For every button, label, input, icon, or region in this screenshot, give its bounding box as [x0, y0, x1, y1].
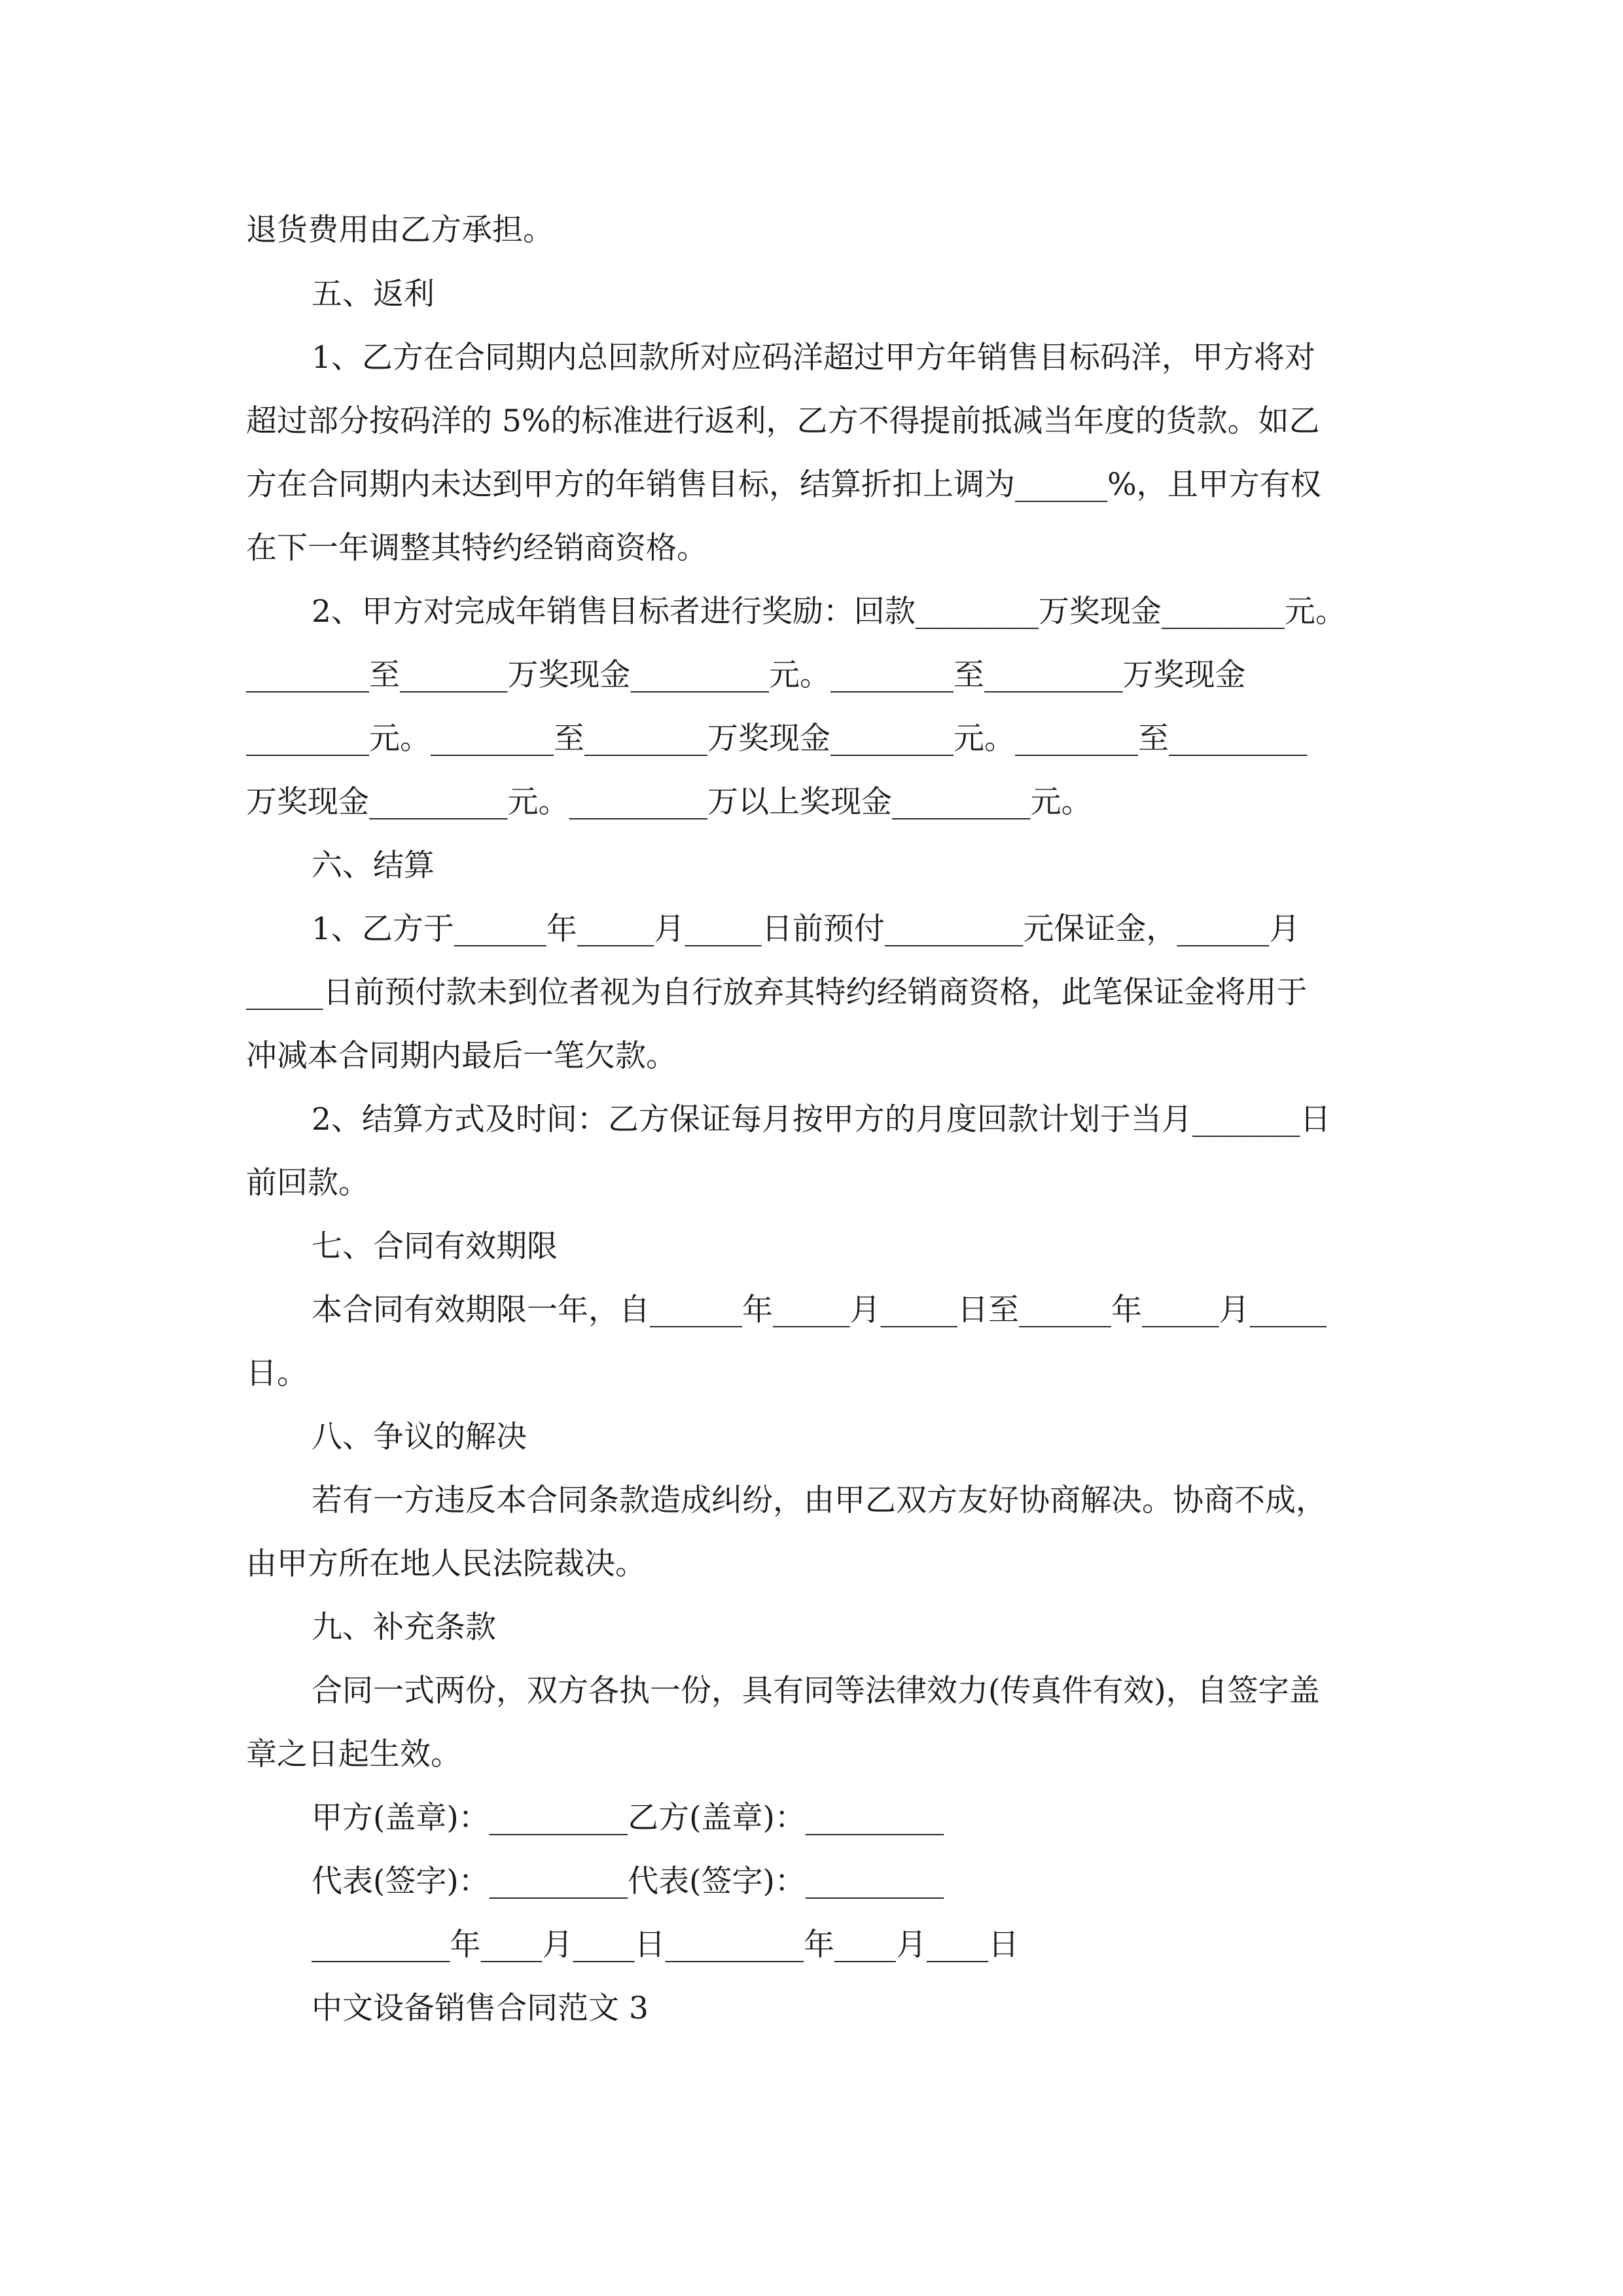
signature-date-line: _________年____月____日_________年____月____日 — [312, 1927, 1019, 1963]
section-heading-supplementary: 九、补充条款 — [312, 1609, 496, 1645]
text-line-19: 日。 — [246, 1355, 308, 1391]
text-line-7: 2、甲方对完成年销售目标者进行奖励：回款________万奖现金________元。 — [312, 594, 1346, 630]
signature-seal-line: 甲方(盖章)：_________乙方(盖章)：_________ — [312, 1800, 944, 1836]
text-line-22: 由甲方所在地人民法院裁决。 — [246, 1546, 646, 1582]
text-line-24: 合同一式两份，双方各执一份，具有同等法律效力(传真件有效)，自签字盖 — [312, 1673, 1320, 1709]
text-line-15: 2、结算方式及时间：乙方保证每月按甲方的月度回款计划于当月_______日 — [312, 1102, 1331, 1138]
text-line-16: 前回款。 — [246, 1165, 369, 1201]
text-line-10: 万奖现金_________元。_________万以上奖现金_________元。 — [246, 784, 1092, 820]
text-line-14: 冲减本合同期内最后一笔欠款。 — [246, 1038, 677, 1074]
text-line-3: 1、乙方在合同期内总回款所对应码洋超过甲方年销售目标码洋，甲方将对 — [312, 340, 1315, 376]
text-line-5: 方在合同期内未达到甲方的年销售目标，结算折扣上调为______%，且甲方有权 — [246, 467, 1321, 503]
text-line-12: 1、乙方于______年_____月_____日前预付_________元保证金，______月 — [312, 911, 1300, 947]
text-line-8: ________至_______万奖现金_________元。________至_________万奖现金 — [246, 657, 1246, 693]
section-heading-dispute: 八、争议的解决 — [312, 1419, 527, 1455]
text-line-9: ________元。________至________万奖现金________元。________至_________ — [246, 721, 1308, 757]
text-line-21: 若有一方违反本合同条款造成纠纷，由甲乙双方友好协商解决。协商不成， — [312, 1482, 1327, 1518]
next-document-title: 中文设备销售合同范文 3 — [312, 1990, 649, 2026]
text-line-25: 章之日起生效。 — [246, 1736, 461, 1772]
section-heading-settlement: 六、结算 — [312, 848, 435, 884]
signature-representative-line: 代表(签字)：_________代表(签字)：_________ — [312, 1863, 944, 1899]
section-heading-rebate: 五、返利 — [312, 276, 435, 312]
text-line-18: 本合同有效期限一年，自______年_____月_____日至______年_____月_____ — [312, 1292, 1327, 1328]
text-line-6: 在下一年调整其特约经销商资格。 — [246, 530, 707, 566]
section-heading-term: 七、合同有效期限 — [312, 1229, 558, 1265]
text-line-4: 超过部分按码洋的 5%的标准进行返利，乙方不得提前抵减当年度的货款。如乙 — [246, 403, 1320, 439]
text-line-13: _____日前预付款未到位者视为自行放弃其特约经销商资格，此笔保证金将用于 — [246, 975, 1308, 1011]
text-line-1: 退货费用由乙方承担。 — [246, 212, 554, 248]
